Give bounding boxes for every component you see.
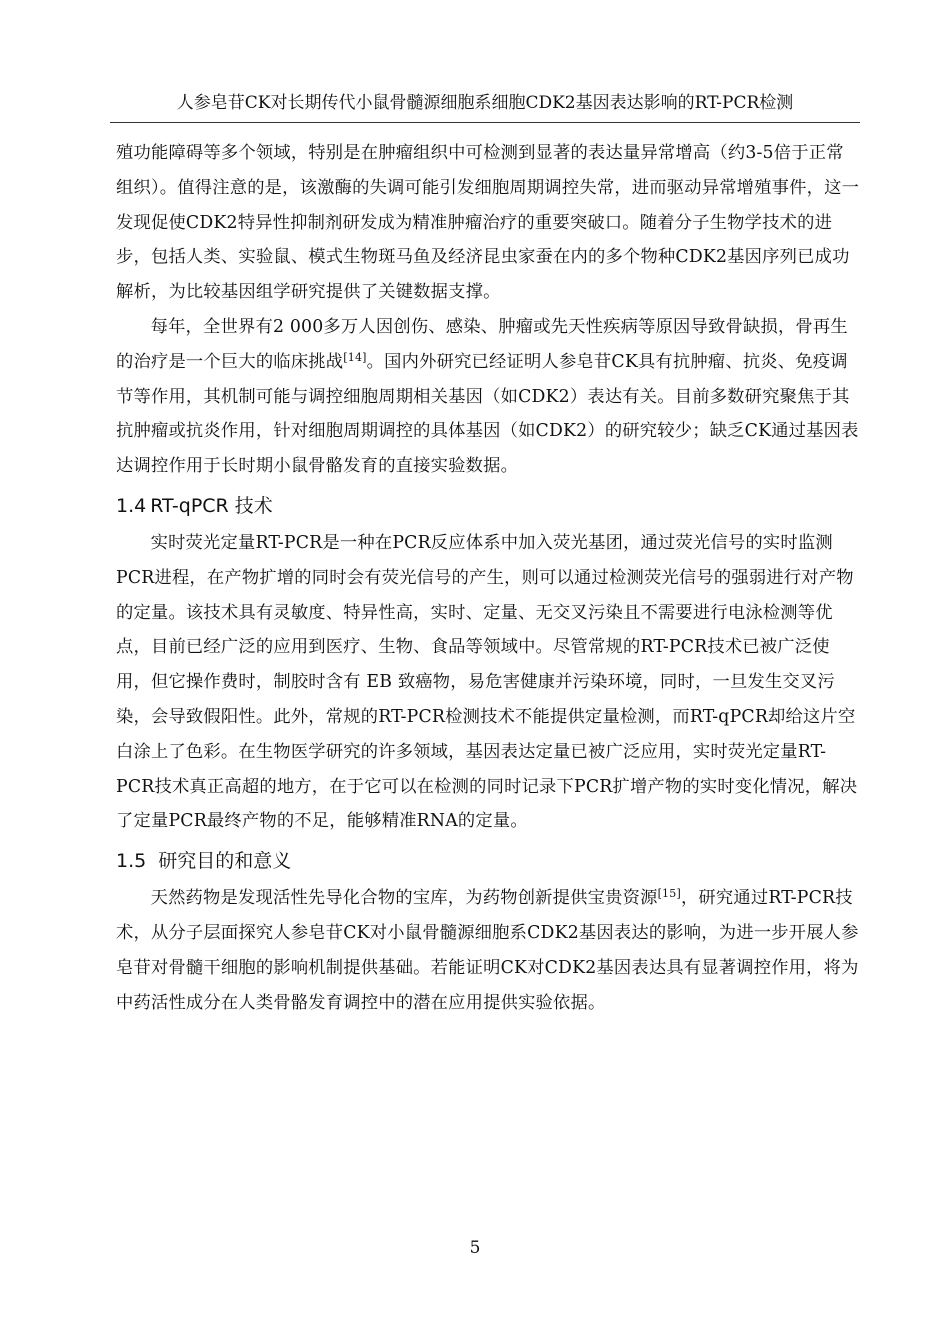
paragraph-bone-defect — [116, 310, 860, 484]
citation-ref: [15] — [657, 887, 681, 901]
paragraph-text: 。国内外研究已经证明人参皂苷CK具有抗肿瘤、抗炎、免疫调节等作用，其机制可能与调控细胞周期相关基因（如CDK2）表达有关。目前多数研究聚焦于其抗肿瘤或抗炎作用，针对细胞周期调控的具体基因（如CDK2）的研究较少；缺乏CK通过基因表达调控作用于长时期小鼠骨骼发育的直接实验数据。 — [116, 351, 859, 477]
citation-ref: [14] — [343, 350, 367, 364]
section-heading-1-5 — [116, 841, 860, 881]
section-title: RT-qPCR 技术 — [150, 494, 273, 517]
section-heading-1-4 — [116, 486, 860, 526]
section-number: 1.4 — [116, 494, 147, 517]
running-header — [110, 88, 860, 123]
paragraph-text: 每年，全世界有2 000多万人因创伤、感染、肿瘤或先天性疾病等原因导致骨缺损，骨再生的治疗是一个巨大的临床挑战 — [116, 316, 848, 372]
paragraph-text: 天然药物是发现活性先导化合物的宝库，为药物创新提供宝贵资源 — [150, 888, 658, 909]
page-body — [116, 136, 860, 1020]
paragraph-rt-qpcr: 实时荧光定量RT-PCR是一种在PCR反应体系中加入荧光基团，通过荧光信号的实时监测PCR进程，在产物扩增的同时会有荧光信号的产生，则可以通过检测荧光信号的强弱进行对产物的定量。该技术具有灵敏度、特异性高，实时、定量、无交叉污染且不需要进行电泳检测等优点，目前已经广泛的应用到医疗、生物、食品等领域中。尽管常规的RT-PCR技术已被广泛使用，但它操作费时，制胶时含有 EB 致癌物，易危害健康并污染环境，同时，一旦发生交叉污染，会导致假阳性。此外，常规的RT-PCR检测技术不能提供定量检测，而RT-qPCR却给这片空白涂上了色彩。在生物医学研究的许多领域，基因表达定量已被广泛应用，实时荧光定量RT-PCR技术真正高超的地方，在于它可以在检测的同时记录下PCR扩增产物的实时变化情况，解决了定量PCR最终产物的不足，能够精准RNA的定量。 — [116, 532, 858, 832]
page-number: 5 — [469, 1238, 481, 1258]
running-title: 人参皂苷CK对长期传代小鼠骨髓源细胞系细胞CDK2基因表达影响的RT-PCR检测 — [176, 93, 794, 113]
section-title: 研究目的和意义 — [158, 850, 292, 873]
paragraph-text: ，研究通过RT-PCR技术，从分子层面探究人参皂苷CK对小鼠骨髓源细胞系CDK2基因表达的影响，为进一步开展人参皂苷对骨髓干细胞的影响机制提供基础。若能证明CK对CDK2基因表达具有显著调控作用，将为中药活性成分在人类骨骼发育调控中的潜在应用提供实验依据。 — [116, 888, 859, 1013]
paragraph-purpose — [116, 881, 860, 1020]
paragraph-continued: 殖功能障碍等多个领域，特别是在肿瘤组织中可检测到显著的表达量异常增高（约3-5倍于正常组织）。值得注意的是，该激酶的失调可能引发细胞周期调控失常，进而驱动异常增殖事件，这一发现促使CDK2特异性抑制剂研发成为精准肿瘤治疗的重要突破口。随着分子生物学技术的进步，包括人类、实验鼠、模式生物斑马鱼及经济昆虫家蚕在内的多个物种CDK2基因序列已成功解析，为比较基因组学研究提供了关键数据支撑。 — [116, 143, 860, 303]
section-number: 1.5 — [116, 850, 147, 873]
